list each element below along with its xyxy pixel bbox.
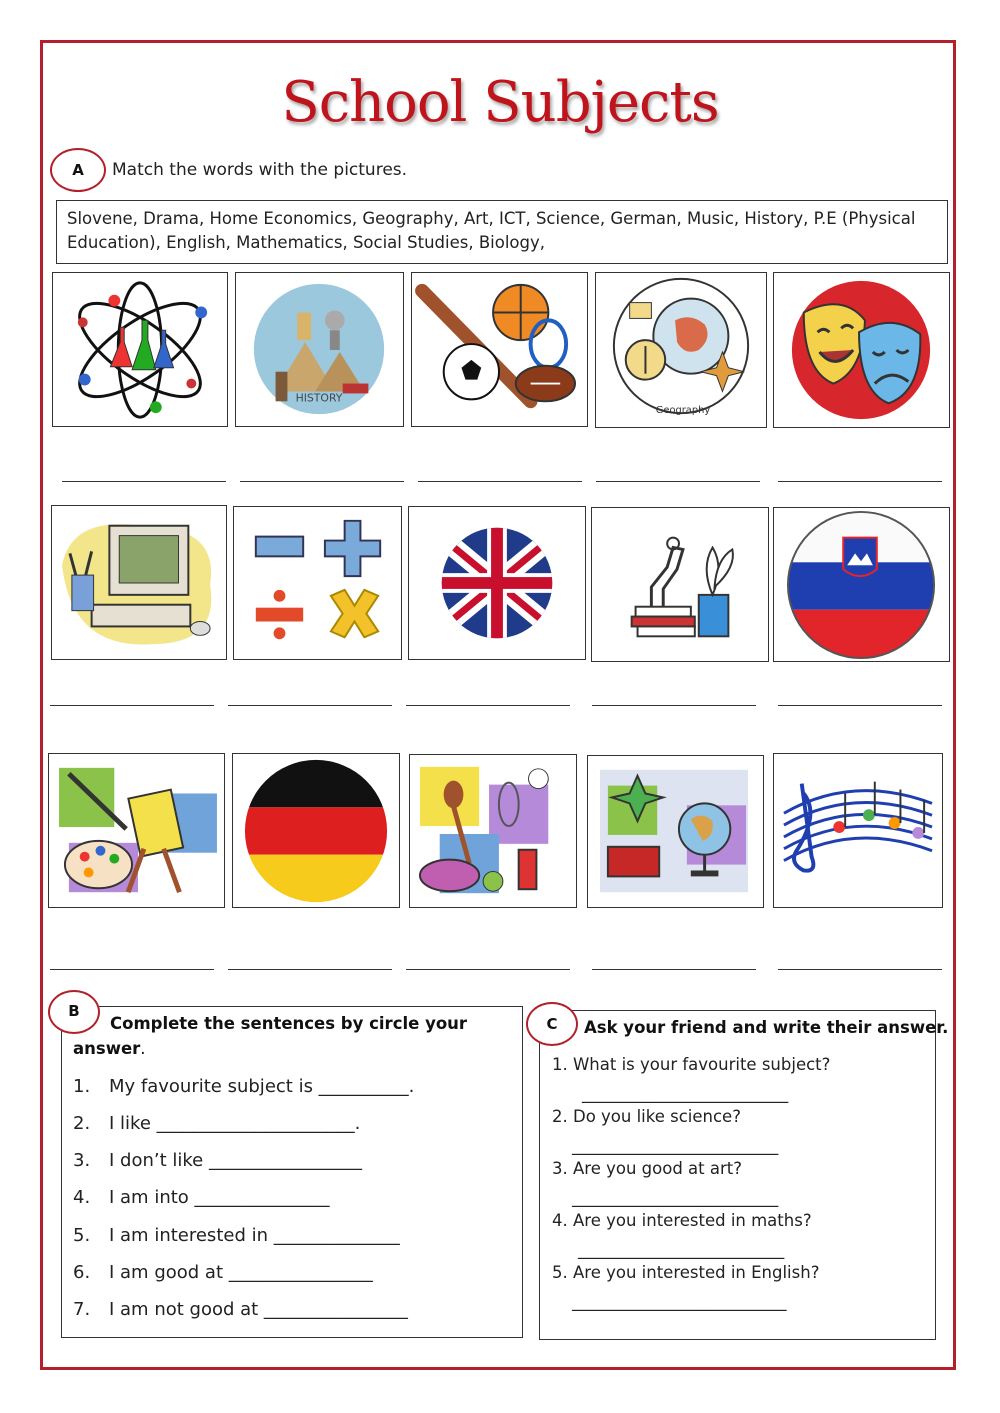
section-b-heading (110, 1012, 467, 1036)
answer-blank[interactable]: __________________________ (572, 1292, 787, 1311)
cooking-icon (409, 754, 577, 908)
section-b-badge (48, 990, 100, 1034)
section-b-heading-line1: Complete the sentences by circle your (110, 1014, 468, 1033)
item-text[interactable]: I am interested in ______________ (109, 1225, 400, 1246)
section-b-label: B (68, 1002, 80, 1020)
art-palette-icon (48, 753, 225, 908)
sentence-item (73, 1225, 400, 1246)
answer-blank[interactable]: _________________________ (578, 1240, 785, 1259)
section-c-heading: Ask your friend and write their answer. (584, 1018, 949, 1037)
answer-line[interactable] (592, 969, 756, 970)
social-studies-globe-icon (587, 755, 764, 908)
item-number: 6. (73, 1262, 91, 1283)
history-caption: HISTORY (295, 391, 343, 405)
answer-line[interactable] (228, 969, 392, 970)
item-number: 4. (73, 1187, 91, 1208)
answer-line[interactable] (50, 969, 214, 970)
item-text[interactable]: I don’t like _________________ (109, 1150, 362, 1171)
answer-blank[interactable]: _________________________ (582, 1084, 789, 1103)
answer-line[interactable] (50, 705, 214, 706)
answer-line[interactable] (778, 705, 942, 706)
word-bank: Slovene, Drama, Home Economics, Geography, Art, ICT, Science, German, Music, History, P.E (Physical Education), English, Mathematics, Social Studies, Biology, (56, 200, 948, 264)
section-a-badge (50, 148, 106, 192)
section-a-label: A (72, 161, 84, 179)
item-number: 3. (73, 1150, 91, 1171)
section-b-heading-2 (73, 1037, 146, 1061)
sentence-item (73, 1299, 408, 1320)
answer-line[interactable] (418, 481, 582, 482)
question-item: 3. Are you good at art? (552, 1159, 742, 1178)
answer-line[interactable] (406, 969, 570, 970)
sentence-item (73, 1262, 373, 1283)
item-number: 5. (73, 1225, 91, 1246)
section-b-heading-period: . (140, 1039, 146, 1058)
germany-flag-icon (232, 753, 400, 908)
computer-icon (51, 505, 227, 660)
answer-line[interactable] (778, 481, 942, 482)
answer-line[interactable] (240, 481, 404, 482)
answer-line[interactable] (62, 481, 226, 482)
item-text[interactable]: My favourite subject is __________. (109, 1076, 415, 1097)
section-b-heading-line2: answer (73, 1039, 141, 1058)
item-text[interactable]: I am not good at ________________ (109, 1299, 408, 1320)
slovenia-flag-icon (773, 507, 950, 662)
uk-flag-icon (408, 506, 586, 660)
science-icon (52, 272, 228, 427)
music-notes-icon (773, 753, 943, 908)
section-c-badge (526, 1002, 578, 1046)
item-number: 1. (73, 1076, 91, 1097)
geography-icon (595, 272, 767, 428)
item-text[interactable]: I like ______________________. (109, 1113, 361, 1134)
sentence-item (73, 1113, 360, 1134)
sentence-item (73, 1150, 362, 1171)
geography-caption: Geography (655, 405, 711, 417)
history-icon (235, 272, 404, 427)
item-number: 7. (73, 1299, 91, 1320)
page-title: School Subjects (281, 70, 719, 135)
answer-blank[interactable]: _________________________ (572, 1188, 779, 1207)
sports-icon (411, 272, 588, 427)
question-item: 1. What is your favourite subject? (552, 1055, 831, 1074)
answer-line[interactable] (406, 705, 570, 706)
answer-line[interactable] (592, 705, 756, 706)
item-text[interactable]: I am into _______________ (109, 1187, 330, 1208)
answer-blank[interactable]: _________________________ (572, 1136, 779, 1155)
biology-microscope-icon (591, 507, 769, 662)
answer-line[interactable] (778, 969, 942, 970)
answer-line[interactable] (228, 705, 392, 706)
item-number: 2. (73, 1113, 91, 1134)
question-item: 4. Are you interested in maths? (552, 1211, 812, 1230)
question-item: 2. Do you like science? (552, 1107, 741, 1126)
math-symbols-icon (233, 506, 402, 660)
drama-masks-icon (773, 272, 950, 428)
sentence-item (73, 1076, 414, 1097)
item-text[interactable]: I am good at ________________ (109, 1262, 373, 1283)
section-c-label: C (546, 1015, 558, 1033)
answer-line[interactable] (596, 481, 760, 482)
section-a-instruction: Match the words with the pictures. (112, 160, 408, 180)
question-item: 5. Are you interested in English? (552, 1263, 820, 1282)
sentence-item (73, 1187, 330, 1208)
